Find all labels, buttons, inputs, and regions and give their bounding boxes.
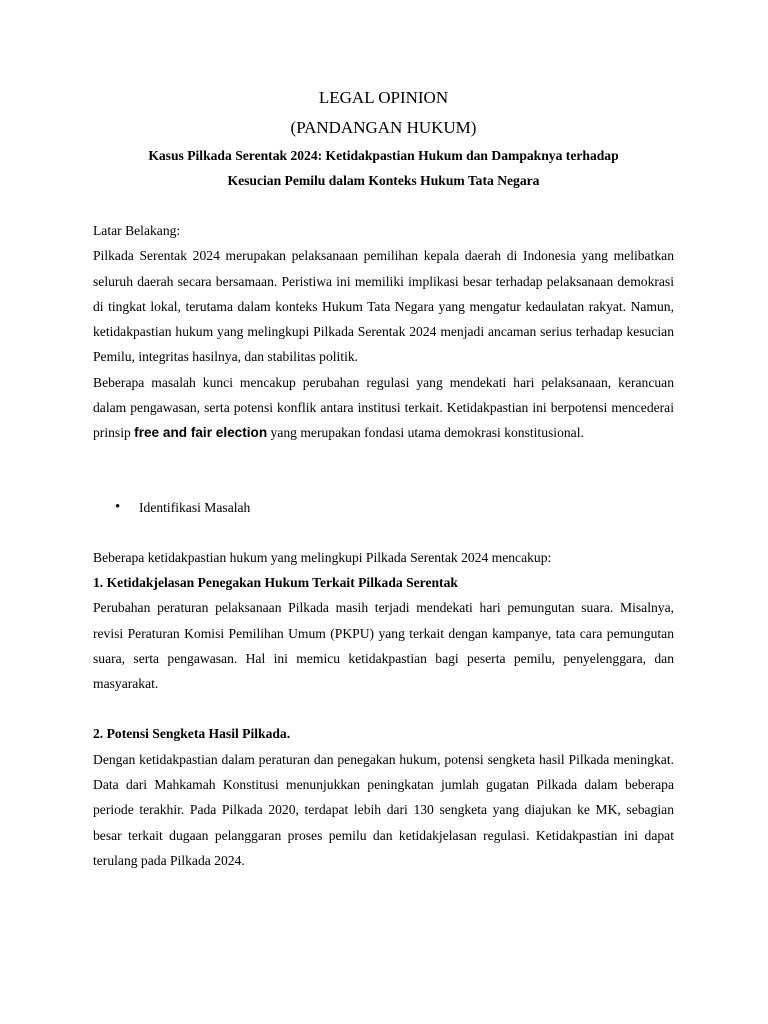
document-title: LEGAL OPINION [318, 88, 449, 107]
bullet-icon: • [115, 498, 121, 515]
bullet-item-identifikasi [93, 495, 674, 520]
background-paragraph-2 [93, 370, 674, 446]
background-paragraph-1: Pilkada Serentak 2024 merupakan pelaksanaan pemilihan kepala daerah di Indonesia yang melibatkan seluruh daerah secara bersamaan. Peristiwa ini memiliki implikasi besar terhadap pelaksanaan demokrasi di tingkat lokal, terutama dalam konteks Hukum Tata Negara yang mengatur kedaulatan rakyat. Namun, ketidakpastian hukum yang melingkupi Pilkada Serentak 2024 menjadi ancaman serius terhadap kesucian Pemilu, integritas hasilnya, dan stabilitas politik. [93, 248, 674, 365]
issue-1-body: Perubahan peraturan pelaksanaan Pilkada masih terjadi mendekati hari pemungutan suara. Misalnya, revisi Peraturan Komisi Pemilihan Umum (PKPU) yang terkait dengan kampanye, tata cara pemungutan suara, serta pengawasan. Hal ini memicu ketidakpastian bagi peserta pemilu, penyelenggara, dan masyarakat. [93, 600, 674, 692]
bullet-label: Identifikasi Masalah [139, 499, 251, 515]
document-title-translation: (PANDANGAN HUKUM) [290, 118, 477, 137]
background-paragraph-2-start: Beberapa masalah kunci mencakup perubahan regulasi yang mendekati hari pelaksanaan, kerancuan dalam pengawasan, serta potensi konflik antara institusi terkait. Ketidakpastian ini berpotensi mencederai prinsip [93, 374, 674, 441]
document-subtitle [93, 143, 674, 193]
background-label: Latar Belakang: [93, 223, 181, 238]
subtitle-line-1: Kasus Pilkada Serentak 2024: Ketidakpastian Hukum dan Dampaknya terhadap [148, 148, 619, 163]
background-paragraph-2-end: yang merupakan fondasi utama demokrasi konstitusional. [267, 425, 584, 441]
issue-1-heading: 1. Ketidakjelasan Penegakan Hukum Terkait Pilkada Serentak [93, 574, 458, 590]
issue-2-heading: 2. Potensi Sengketa Hasil Pilkada. [93, 726, 291, 742]
issue-2-body: Dengan ketidakpastian dalam peraturan dan penegakan hukum, potensi sengketa hasil Pilkada meningkat. Data dari Mahkamah Konstitusi menunjukkan peningkatan jumlah gugatan Pilkada dalam beberapa periode terakhir. Pada Pilkada 2020, terdapat lebih dari 130 sengketa yang diajukan ke MK, sebagian besar terkait dugaan pelanggaran proses pemilu dan ketidakjelasan regulasi. Ketidakpastian ini dapat terulang pada Pilkada 2024. [93, 751, 674, 868]
free-fair-election-term: free and fair election [134, 425, 268, 441]
issues-intro: Beberapa ketidakpastian hukum yang melingkupi Pilkada Serentak 2024 mencakup: [93, 549, 552, 565]
subtitle-line-2: Kesucian Pemilu dalam Konteks Hukum Tata Negara [227, 173, 540, 188]
